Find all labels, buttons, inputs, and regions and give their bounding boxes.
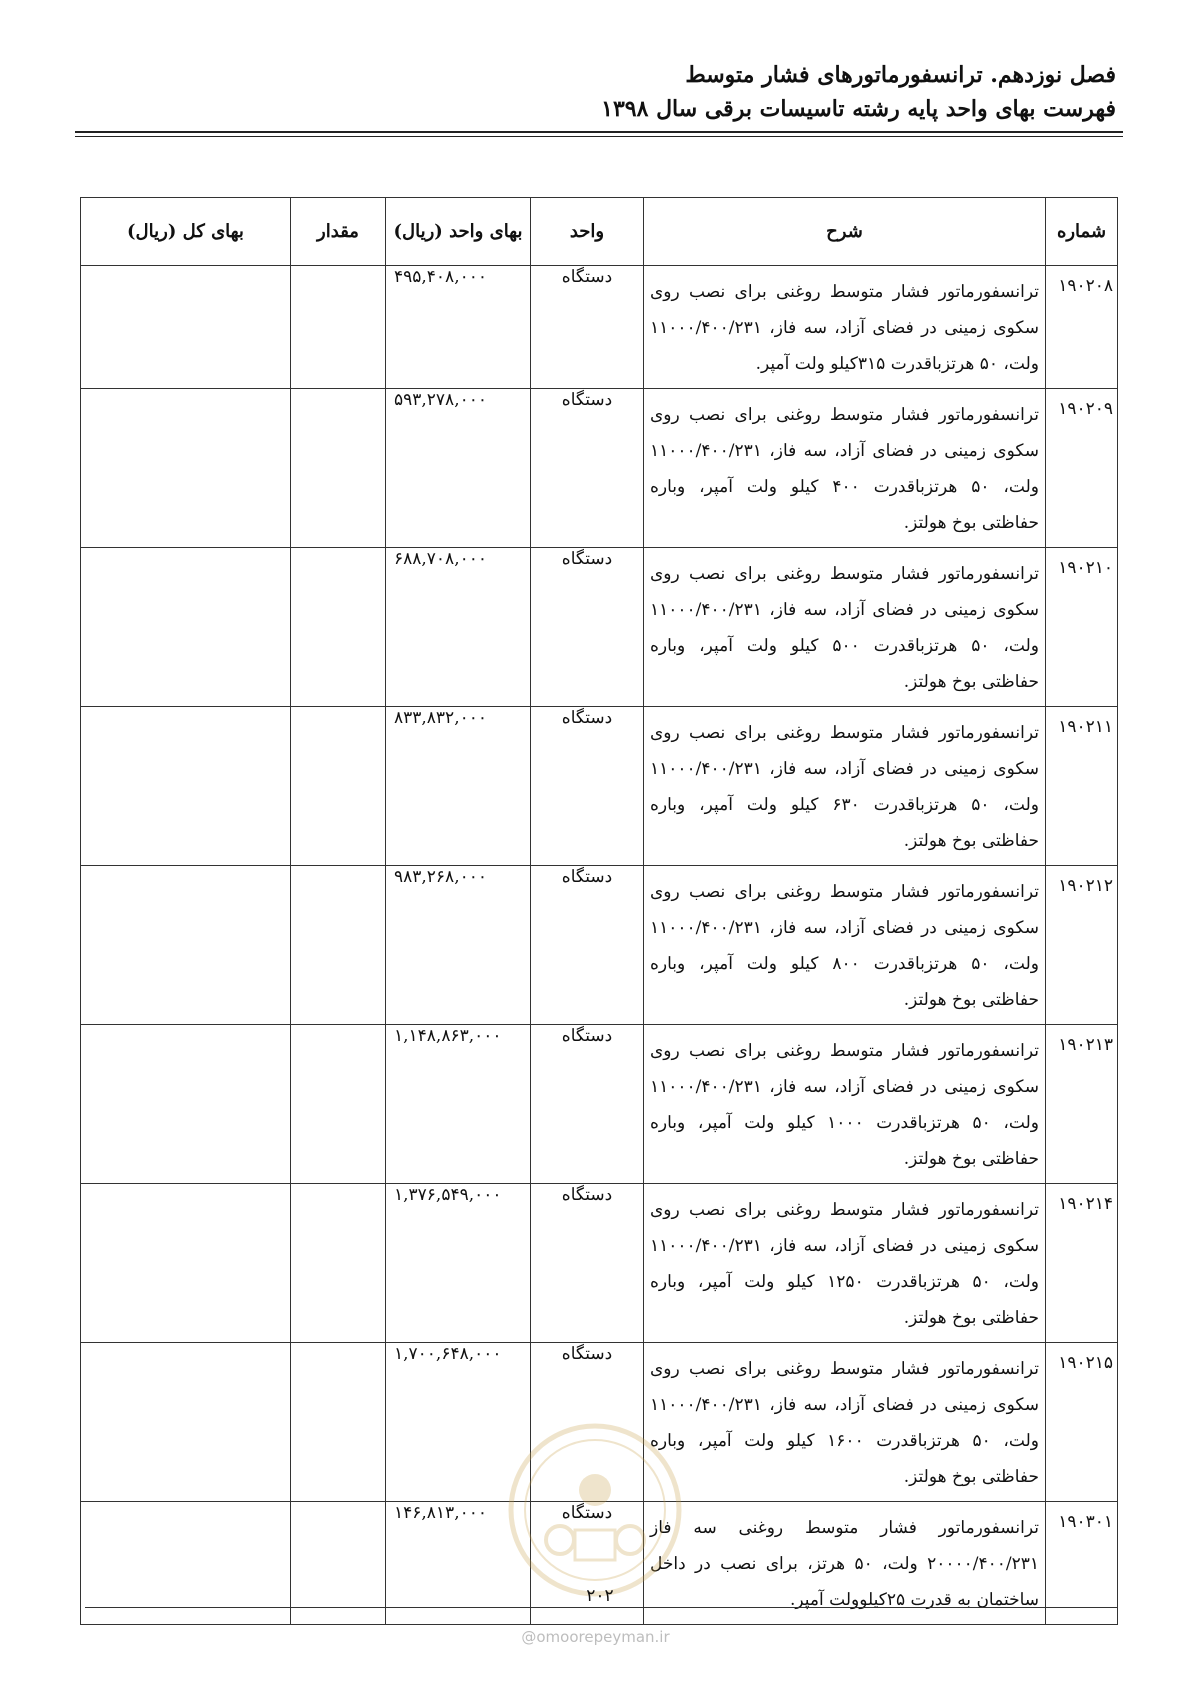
item-unit: دستگاه	[531, 1343, 644, 1502]
item-unit-price: ۴۹۵,۴۰۸,۰۰۰	[386, 266, 531, 389]
item-unit: دستگاه	[531, 866, 644, 1025]
item-total-price	[81, 389, 291, 548]
item-number: ۱۹۰۲۰۸	[1046, 266, 1118, 389]
item-unit: دستگاه	[531, 266, 644, 389]
table-header-row	[81, 198, 1118, 266]
table-row	[81, 266, 1118, 389]
table-row	[81, 389, 1118, 548]
item-total-price	[81, 1025, 291, 1184]
item-number: ۱۹۰۲۱۴	[1046, 1184, 1118, 1343]
item-description: ترانسفورماتور فشار متوسط روغنی برای نصب روی سکوی زمینی در فضای آزاد، سه فاز، ۱۱۰۰۰/۴۰۰/۲۳۱ ولت، ۵۰ هرتزباقدرت ۱۰۰۰ کیلو ولت آمپر، وباره حفاظتی بوخ هولتز.	[644, 1025, 1046, 1184]
item-unit-price: ۱۴۶,۸۱۳,۰۰۰	[386, 1502, 531, 1625]
item-number: ۱۹۰۲۱۳	[1046, 1025, 1118, 1184]
item-unit: دستگاه	[531, 1184, 644, 1343]
item-unit: دستگاه	[531, 389, 644, 548]
item-quantity	[291, 266, 386, 389]
item-quantity	[291, 389, 386, 548]
table-row	[81, 548, 1118, 707]
item-quantity	[291, 707, 386, 866]
item-number: ۱۹۰۲۱۵	[1046, 1343, 1118, 1502]
item-quantity	[291, 866, 386, 1025]
item-description: ترانسفورماتور فشار متوسط روغنی برای نصب روی سکوی زمینی در فضای آزاد، سه فاز، ۱۱۰۰۰/۴۰۰/۲۳۱ ولت، ۵۰ هرتزباقدرت ۵۰۰ کیلو ولت آمپر، وباره حفاظتی بوخ هولتز.	[644, 548, 1046, 707]
table-row	[81, 1184, 1118, 1343]
item-unit-price: ۵۹۳,۲۷۸,۰۰۰	[386, 389, 531, 548]
table-row	[81, 707, 1118, 866]
item-description: ترانسفورماتور فشار متوسط روغنی برای نصب روی سکوی زمینی در فضای آزاد، سه فاز، ۱۱۰۰۰/۴۰۰/۲۳۱ ولت، ۵۰ هرتزباقدرت ۸۰۰ کیلو ولت آمپر، وباره حفاظتی بوخ هولتز.	[644, 866, 1046, 1025]
footer-rule	[85, 1607, 1117, 1608]
item-unit: دستگاه	[531, 707, 644, 866]
item-unit-price: ۱,۷۰۰,۶۴۸,۰۰۰	[386, 1343, 531, 1502]
table-row	[81, 866, 1118, 1025]
item-unit-price: ۶۸۸,۷۰۸,۰۰۰	[386, 548, 531, 707]
item-number: ۱۹۰۲۱۱	[1046, 707, 1118, 866]
page-header	[66, 58, 1116, 126]
item-description: ترانسفورماتور فشار متوسط روغنی برای نصب روی سکوی زمینی در فضای آزاد، سه فاز، ۱۱۰۰۰/۴۰۰/۲۳۱ ولت، ۵۰ هرتزباقدرت ۴۰۰ کیلو ولت آمپر، وباره حفاظتی بوخ هولتز.	[644, 389, 1046, 548]
list-title: فهرست بهای واحد پایه رشته تاسیسات برقی سال ۱۳۹۸	[601, 96, 1116, 122]
item-number: ۱۹۰۲۱۰	[1046, 548, 1118, 707]
seal-watermark-icon	[505, 1420, 685, 1600]
header-rule-thick	[75, 131, 1123, 133]
item-total-price	[81, 1184, 291, 1343]
item-unit-price: ۱,۳۷۶,۵۴۹,۰۰۰	[386, 1184, 531, 1343]
item-total-price	[81, 1343, 291, 1502]
item-unit: دستگاه	[531, 1025, 644, 1184]
item-total-price	[81, 266, 291, 389]
item-number: ۱۹۰۲۰۹	[1046, 389, 1118, 548]
price-table	[80, 197, 1118, 1625]
col-header-unit: واحد	[531, 198, 644, 266]
item-description: ترانسفورماتور فشار متوسط روغنی برای نصب روی سکوی زمینی در فضای آزاد، سه فاز، ۱۱۰۰۰/۴۰۰/۲۳۱ ولت، ۵۰ هرتزباقدرت ۱۲۵۰ کیلو ولت آمپر، وباره حفاظتی بوخ هولتز.	[644, 1184, 1046, 1343]
item-unit: دستگاه	[531, 1502, 644, 1625]
col-header-total-price: بهای کل (ریال)	[81, 198, 291, 266]
col-header-number: شماره	[1046, 198, 1118, 266]
col-header-quantity: مقدار	[291, 198, 386, 266]
item-unit: دستگاه	[531, 548, 644, 707]
header-rule-thin	[75, 136, 1123, 137]
chapter-title: فصل نوزدهم. ترانسفورماتورهای فشار متوسط	[685, 62, 1116, 88]
item-unit-price: ۹۸۳,۲۶۸,۰۰۰	[386, 866, 531, 1025]
table-row	[81, 1025, 1118, 1184]
item-quantity	[291, 1343, 386, 1502]
col-header-description: شرح	[644, 198, 1046, 266]
item-number: ۱۹۰۳۰۱	[1046, 1502, 1118, 1625]
item-description: ترانسفورماتور فشار متوسط روغنی سه فاز ۲۰۰۰۰/۴۰۰/۲۳۱ ولت، ۵۰ هرتز، برای نصب در داخل ساختمان به قدرت ۲۵کیلوولت آمپر.	[644, 1502, 1046, 1625]
item-unit-price: ۱,۱۴۸,۸۶۳,۰۰۰	[386, 1025, 531, 1184]
page-number: ۲۰۲	[586, 1586, 614, 1606]
item-total-price	[81, 548, 291, 707]
item-number: ۱۹۰۲۱۲	[1046, 866, 1118, 1025]
item-description: ترانسفورماتور فشار متوسط روغنی برای نصب روی سکوی زمینی در فضای آزاد، سه فاز، ۱۱۰۰۰/۴۰۰/۲۳۱ ولت، ۵۰ هرتزباقدرت ۱۶۰۰ کیلو ولت آمپر، وباره حفاظتی بوخ هولتز.	[644, 1343, 1046, 1502]
watermark-url: @omoorepeyman.ir	[521, 1628, 670, 1646]
item-description: ترانسفورماتور فشار متوسط روغنی برای نصب روی سکوی زمینی در فضای آزاد، سه فاز، ۱۱۰۰۰/۴۰۰/۲۳۱ ولت، ۵۰ هرتزباقدرت ۳۱۵کیلو ولت آمپر.	[644, 266, 1046, 389]
item-unit-price: ۸۳۳,۸۳۲,۰۰۰	[386, 707, 531, 866]
item-quantity	[291, 1184, 386, 1343]
item-description: ترانسفورماتور فشار متوسط روغنی برای نصب روی سکوی زمینی در فضای آزاد، سه فاز، ۱۱۰۰۰/۴۰۰/۲۳۱ ولت، ۵۰ هرتزباقدرت ۶۳۰ کیلو ولت آمپر، وباره حفاظتی بوخ هولتز.	[644, 707, 1046, 866]
col-header-unit-price: بهای واحد (ریال)	[386, 198, 531, 266]
item-total-price	[81, 866, 291, 1025]
item-quantity	[291, 1025, 386, 1184]
item-total-price	[81, 707, 291, 866]
item-quantity	[291, 548, 386, 707]
